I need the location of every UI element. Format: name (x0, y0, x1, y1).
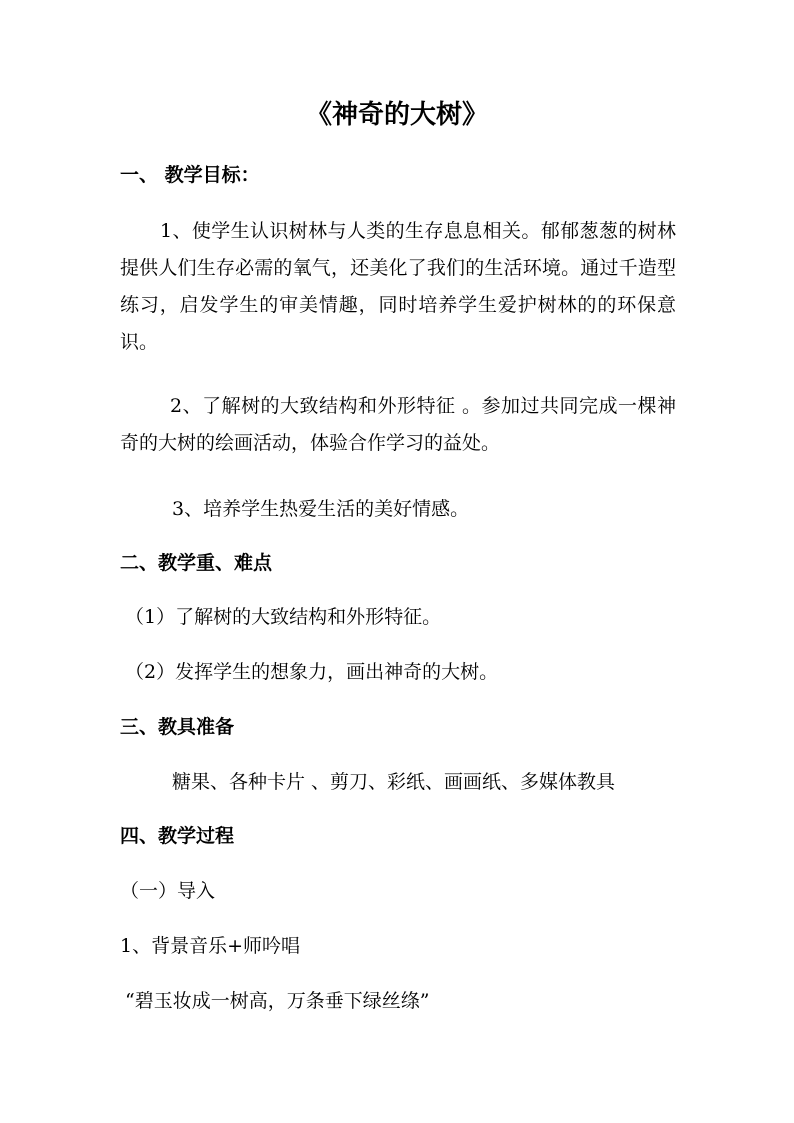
key-point-item-2: （2）发挥学生的想象力，画出神奇的大树。 (125, 661, 499, 683)
materials-list: 糖果、各种卡片 、剪刀、彩纸、画画纸、多媒体教具 (172, 771, 616, 793)
key-point-item-1: （1）了解树的大致结构和外形特征。 (125, 606, 442, 628)
poem-quote: “碧玉妆成一树高，万条垂下绿丝绦” (125, 990, 430, 1012)
section-heading-objectives: 一、 教学目标： (120, 164, 260, 186)
process-step-1: 1、背景音乐+师吟唱 (120, 935, 301, 957)
process-subheading-intro: （一）导入 (120, 880, 216, 902)
objective-item-3: 3、培养学生热爱生活的美好情感。 (172, 498, 470, 520)
section-heading-key-points: 二、教学重、难点 (120, 552, 273, 574)
document-title: 《神奇的大树》 (305, 100, 488, 130)
section-heading-process: 四、教学过程 (120, 825, 235, 847)
section-heading-materials: 三、教具准备 (120, 716, 235, 738)
objective-item-2: 2、了解树的大致结构和外形特征 。参加过共同完成一棵神奇的大树的绘画活动，体验合作学习的益处。 (120, 395, 676, 454)
objective-item-1: 1、使学生认识树林与人类的生存息息相关。郁郁葱葱的树林提供人们生存必需的氧气，还美化了我们的生活环境。通过千造型练习，启发学生的审美情趣，同时培养学生爱护树林的的环保意识。 (120, 220, 676, 353)
